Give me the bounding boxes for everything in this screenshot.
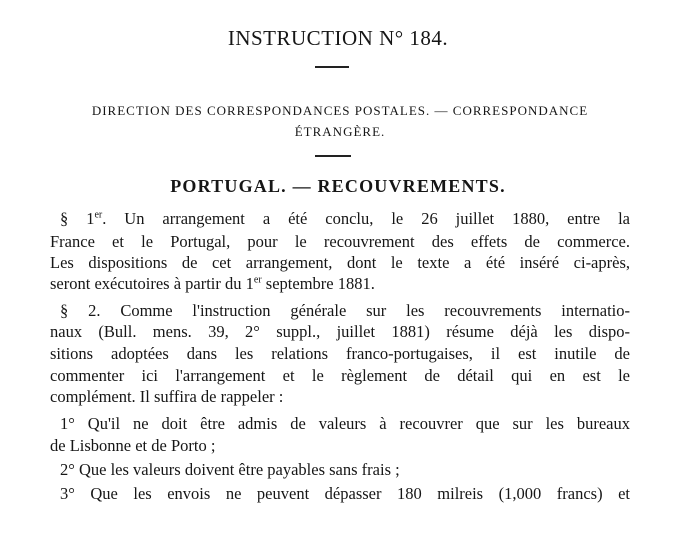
section-title: PORTUGAL. — RECOUVREMENTS. (170, 176, 506, 196)
title-rule (315, 66, 349, 68)
paragraph-2-line-4: commenter ici l'arrangement et le règlement de détail qui en est le (50, 366, 630, 385)
paragraph-1-line-1: § 1er. Un arrangement a été conclu, le 26 juillet 1880, entre la (60, 209, 630, 228)
paragraph-2-line-1: § 2. Comme l'instruction générale sur les recouvrements internatio- (60, 301, 630, 320)
paragraph-1-line-2: France et le Portugal, pour le recouvrement des effets de commerce. (50, 232, 630, 251)
list-item-3: 3° Que les envois ne peuvent dépasser 180 milreis (1,000 francs) et (60, 484, 630, 503)
list-item-2: 2° Que les valeurs doivent être payables sans frais ; (60, 460, 400, 479)
paragraph-1-line-3: Les dispositions de cet arrangement, dont le texte a été inséré ci-après, (50, 253, 630, 272)
paragraph-2-line-5: complément. Il suffira de rappeler : (50, 387, 284, 406)
instruction-title: INSTRUCTION N° 184. (227, 26, 449, 50)
section-marker: § 1er (60, 209, 103, 228)
direction-heading-line-2: ÉTRANGÈRE. (294, 124, 386, 139)
heading-rule (315, 155, 351, 157)
paragraph-1-line-4: seront exécutoires à partir du 1er septembre 1881. (50, 274, 375, 293)
paragraph-2-line-2: naux (Bull. mens. 39, 2° suppl., juillet 1881) résume déjà les dispo- (50, 322, 630, 341)
list-item-1-line-1: 1° Qu'il ne doit être admis de valeurs à recouvrer que sur les bureaux (60, 414, 630, 433)
direction-heading-line-1: DIRECTION DES CORRESPONDANCES POSTALES. — CORRESPONDANCE (91, 103, 589, 118)
list-item-1-line-2: de Lisbonne et de Porto ; (50, 436, 216, 455)
paragraph-2-line-3: sitions adoptées dans les relations franco-portugaises, il est inutile de (50, 344, 630, 363)
